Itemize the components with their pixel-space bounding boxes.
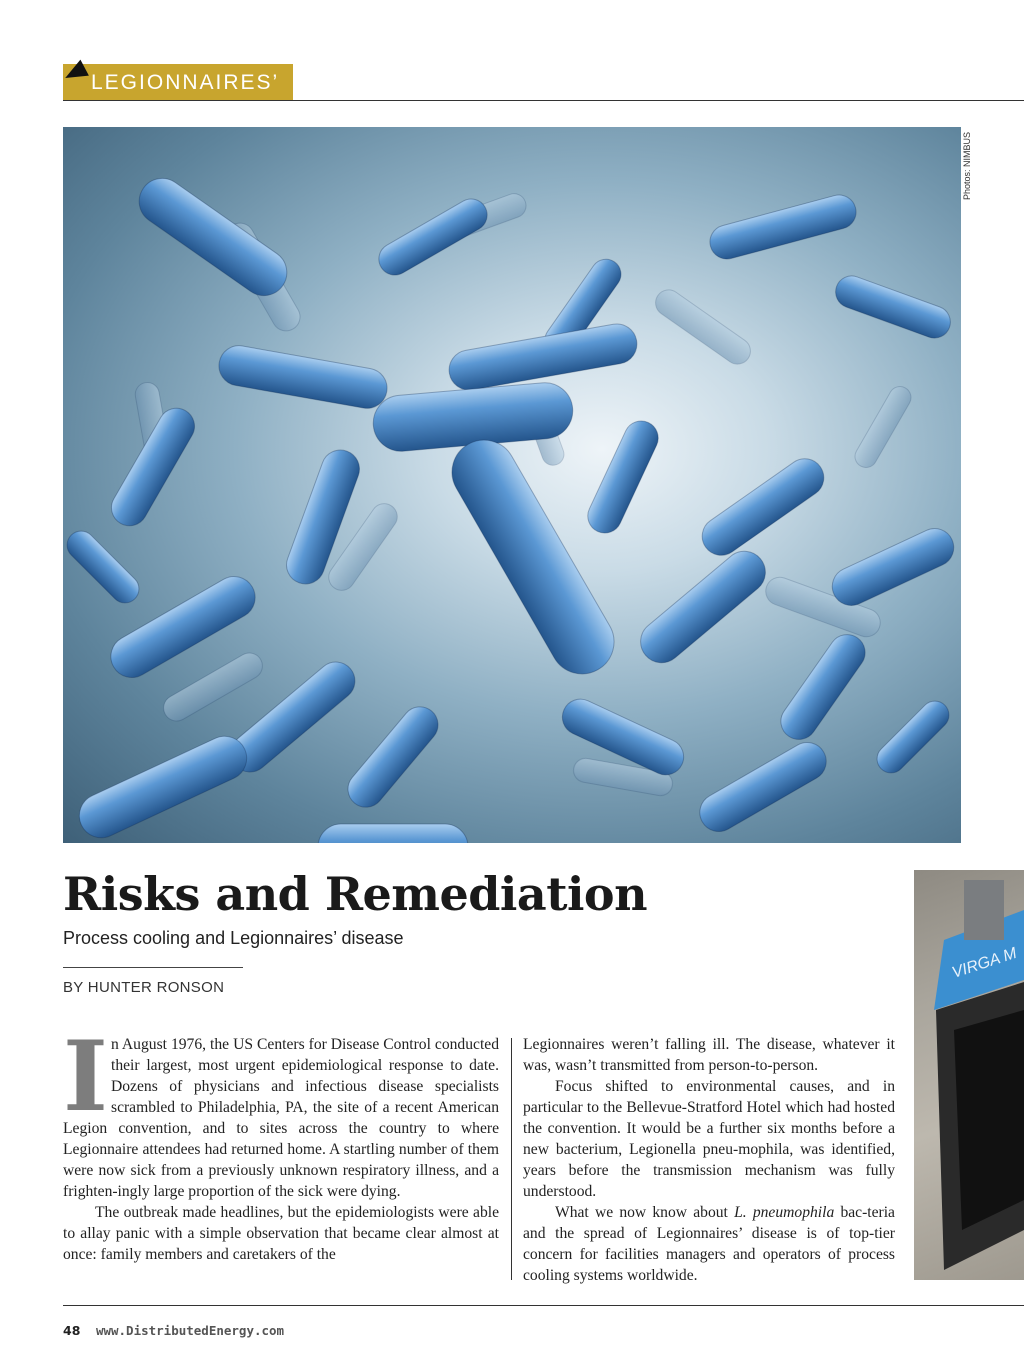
sign-text: VIRGA M bbox=[949, 944, 1019, 982]
footer-rule bbox=[63, 1305, 1024, 1306]
body-column-left bbox=[63, 1020, 499, 1265]
site-url: www.DistributedEnergy.com bbox=[95, 1323, 285, 1338]
bacterium-icon bbox=[159, 648, 267, 726]
section-label: LEGIONNAIRES’ bbox=[91, 71, 280, 94]
drop-cap: I bbox=[63, 1020, 108, 1133]
bacterium-icon bbox=[693, 736, 833, 839]
bacteria-illustration bbox=[63, 127, 961, 843]
byline-rule bbox=[63, 967, 243, 968]
arrow-icon bbox=[61, 60, 89, 86]
article-subtitle: Process cooling and Legionnaires’ disease bbox=[63, 928, 404, 948]
bacterium-icon bbox=[318, 824, 468, 843]
bacterium-icon bbox=[72, 729, 254, 843]
byline: BY HUNTER RONSON bbox=[63, 979, 225, 996]
column-divider bbox=[511, 1038, 512, 1280]
bacterium-icon bbox=[851, 383, 915, 472]
hero-image-bacteria bbox=[63, 127, 961, 843]
paragraph: Focus shifted to environmental causes, and in particular to the Bellevue-Stratford Hotel which had hosted the convention. It would be a further six months before a new bacterium, Legionella pneu-mophila, was identified, years before the transmission mechanism was fully understood. bbox=[523, 1078, 895, 1200]
bacterium-icon bbox=[650, 285, 755, 369]
body-column-right bbox=[523, 1034, 895, 1286]
bacterium-icon bbox=[341, 699, 446, 814]
bacterium-icon bbox=[373, 193, 493, 281]
paragraph: In August 1976, the US Centers for Disease Control conducted their largest, most urgent epidemiological response to date. Dozens of physicians and infectious disease specialists scrambled to Philadelphia, PA, the site of a recent American Legion convention, and to sites across the country to where Legionnaire attendees had returned home. A startling number of them were now sick from a previously unknown respiratory illness, and a frighten-ingly large proportion of the sick were dying. bbox=[63, 1020, 499, 1200]
bacterium-icon bbox=[632, 543, 774, 672]
page-footer bbox=[63, 1323, 284, 1338]
bacterium-icon bbox=[774, 628, 872, 747]
bacterium-icon bbox=[706, 191, 860, 263]
header-rule bbox=[63, 100, 1024, 101]
paragraph: What we now know about L. pneumophila bac-teria and the spread of Legionnaires’ disease is of top-tier concern for facilities managers and operators of process cooling systems worldwide. bbox=[523, 1204, 895, 1284]
bacterium-icon bbox=[826, 522, 960, 611]
bacterium-icon bbox=[871, 695, 954, 778]
bacterium-icon bbox=[63, 525, 145, 608]
bacterium-icon bbox=[582, 415, 664, 538]
article-title: Risks and Remediation bbox=[63, 867, 648, 921]
bacterium-icon bbox=[440, 428, 625, 685]
bacterium-icon bbox=[216, 343, 390, 412]
section-tab bbox=[63, 64, 293, 101]
paragraph: The outbreak made headlines, but the epidemiologists were able to allay panic with a simple observation that became clear almost at once: family members and caretakers of the bbox=[63, 1204, 499, 1263]
bacterium-icon bbox=[695, 451, 831, 562]
bacterium-icon bbox=[831, 271, 955, 342]
bacterium-icon bbox=[130, 169, 296, 304]
page-number: 48 bbox=[63, 1323, 81, 1338]
side-photo-cooling-unit bbox=[914, 870, 1024, 1280]
paragraph: Legionnaires weren’t falling ill. The disease, whatever it was, wasn’t transmitted from person-to-person. bbox=[523, 1036, 895, 1074]
photo-credit: Photos: NIMBUS bbox=[962, 131, 972, 200]
